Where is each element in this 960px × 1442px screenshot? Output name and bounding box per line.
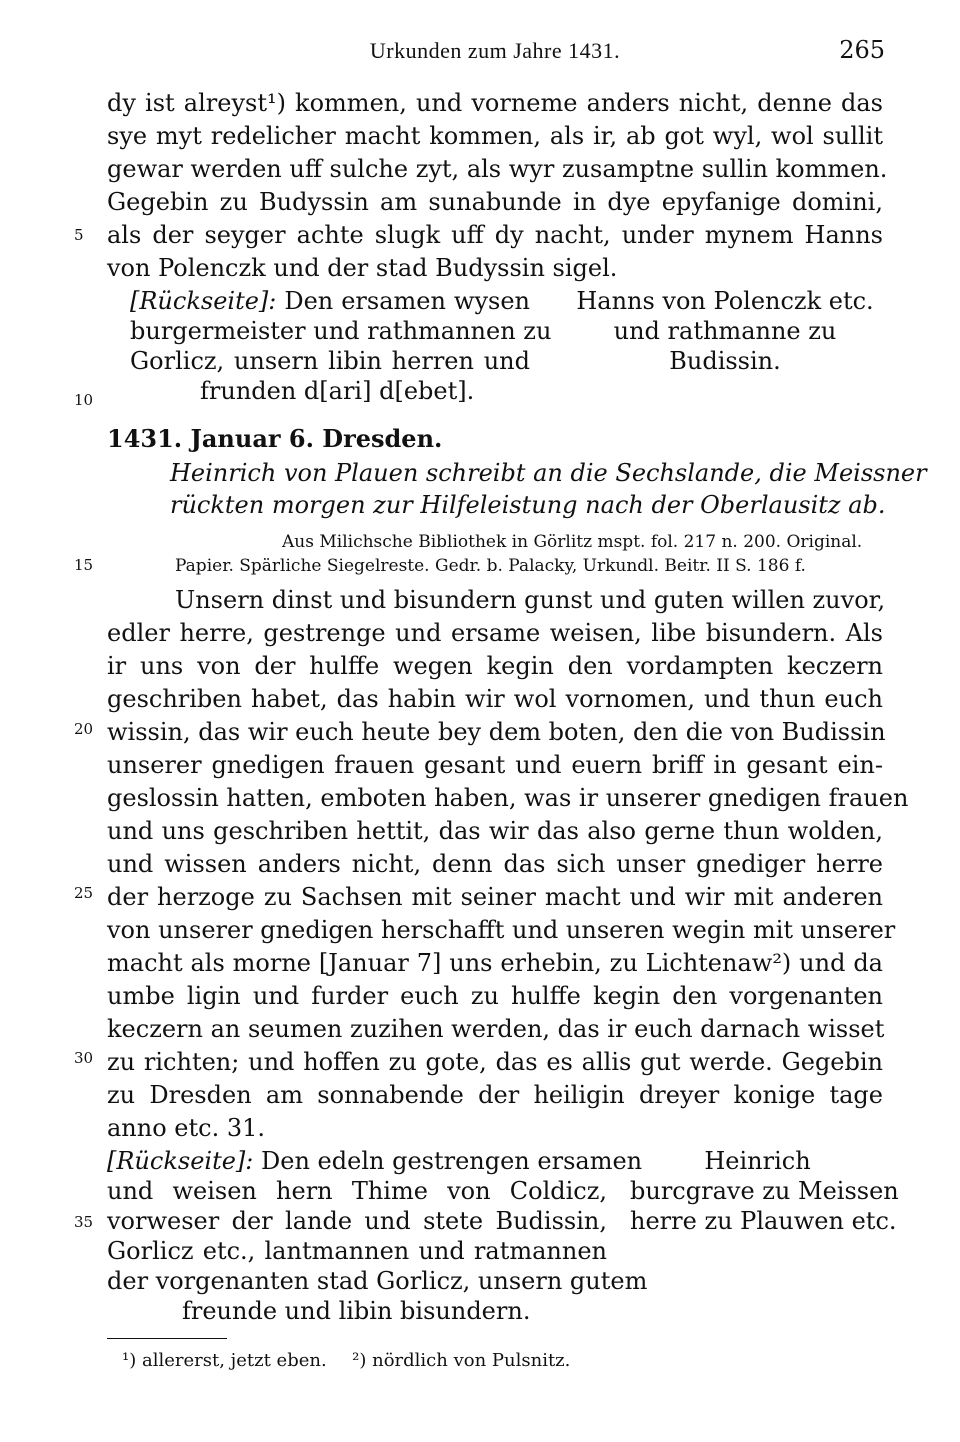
text-line: Unsern dinst und bisundern gunst und guten willen zuvor, xyxy=(175,586,886,614)
text-line: macht als morne [Januar 7] uns erhebin, zu Lichtenaw²) und da xyxy=(107,949,883,977)
dorse-line: Gorlicz etc., lantmannen und ratmannen xyxy=(107,1237,607,1265)
text-line: und wissen anders nicht, denn das sich unser gnediger herre xyxy=(107,850,883,878)
dorse-line: der vorgenanten stad Gorlicz, unsern gutem xyxy=(107,1267,648,1295)
dorse-line: Den edeln gestrengen ersamen xyxy=(261,1147,643,1175)
text-line: gewar werden uff sulche zyt, als wyr zusamptne sullin kommen. xyxy=(107,155,888,183)
text-line: sye myt redelicher macht kommen, als ir, ab got wyl, wol sullit xyxy=(107,122,883,150)
line-number: 25 xyxy=(74,884,94,902)
page-header xyxy=(105,30,885,70)
signature-line: burcgrave zu Meissen xyxy=(630,1177,899,1205)
dorse-line: frunden d[ari] d[ebet]. xyxy=(200,377,475,405)
line-number: 30 xyxy=(74,1049,94,1067)
text-line: geschriben habet, das habin wir wol vornomen, und thun euch xyxy=(107,685,883,713)
signature-line: herre zu Plauwen etc. xyxy=(630,1207,897,1235)
footnote-2: ²) nördlich von Pulsnitz. xyxy=(352,1350,571,1371)
footnote-1: ¹) allererst, jetzt eben. xyxy=(122,1350,327,1371)
regest-line: Heinrich von Plauen schreibt an die Sechslande, die Meissner xyxy=(170,459,927,487)
footnotes xyxy=(122,1350,570,1371)
text-line: zu richten; und hoffen zu gote, das es allis gut werde. Gegebin xyxy=(107,1048,883,1076)
dorse-block xyxy=(130,286,552,406)
dorse-line: und weisen hern Thime von Coldicz, xyxy=(107,1177,607,1205)
line-number: 15 xyxy=(74,556,94,574)
dorse-line: Den ersamen wysen xyxy=(284,287,530,315)
text-line: dy ist alreyst¹) kommen, und vorneme anders nicht, denne das xyxy=(107,89,883,117)
running-title: Urkunden zum Jahre 1431. xyxy=(369,38,621,63)
dorse-line: vorweser der lande und stete Budissin, xyxy=(107,1207,607,1235)
signature-line: und rathmanne zu xyxy=(613,317,837,345)
text-line: keczern an seumen zuzihen werden, das ir euch darnach wisset xyxy=(107,1015,885,1043)
text-line: ir uns von der hulffe wegen kegin den vordampten keczern xyxy=(107,652,883,680)
source-note: Papier. Spärliche Siegelreste. Gedr. b. Palacky, Urkundl. Beitr. II S. 186 f. xyxy=(175,556,806,576)
text-line: umbe ligin und furder euch zu hulffe kegin den vorgenanten xyxy=(107,982,883,1010)
document-heading: 1431. Januar 6. Dresden. xyxy=(107,424,443,453)
text-line: von Polenczk und der stad Budyssin sigel. xyxy=(107,254,618,282)
line-number: 35 xyxy=(74,1213,94,1231)
dorse-label: [Rückseite]: xyxy=(107,1147,254,1175)
signature-line: Heinrich xyxy=(704,1147,811,1175)
page-number: 265 xyxy=(839,36,885,64)
dorse-line: Gorlicz, unsern libin herren und xyxy=(130,347,530,375)
text-line: unserer gnedigen frauen gesant und euern briff in gesant ein- xyxy=(107,751,883,779)
signature-line: Hanns von Polenczk etc. xyxy=(576,287,874,315)
text-line: von unserer gnedigen herschafft und unseren wegin mit unserer xyxy=(107,916,896,944)
text-line: als der seyger achte slugk uff dy nacht, under mynem Hanns xyxy=(107,221,883,249)
signature-block xyxy=(575,286,875,376)
text-line: der herzoge zu Sachsen mit seiner macht und wir mit anderen xyxy=(107,883,883,911)
line-number: 5 xyxy=(74,226,84,244)
text-line: Gegebin zu Budyssin am sunabunde in dye epyfanige domini, xyxy=(107,188,883,216)
text-line: edler herre, gestrenge und ersame weisen, libe bisundern. Als xyxy=(107,619,883,647)
footnote-rule xyxy=(107,1338,227,1339)
dorse-block xyxy=(107,1146,648,1326)
line-number: 10 xyxy=(74,391,94,409)
text-line: geslossin hatten, emboten haben, was ir unserer gnedigen frauen xyxy=(107,784,909,812)
dorse-label: [Rückseite]: xyxy=(130,287,277,315)
text-line: zu Dresden am sonnabende der heiligin dreyer konige tage xyxy=(107,1081,883,1109)
signature-block xyxy=(630,1146,899,1236)
line-number: 20 xyxy=(74,720,94,738)
regest-line: rückten morgen zur Hilfeleistung nach der Oberlausitz ab. xyxy=(170,491,886,519)
text-line: anno etc. 31. xyxy=(107,1114,266,1142)
signature-line: Budissin. xyxy=(669,347,781,375)
dorse-line: burgermeister und rathmannen zu xyxy=(130,317,552,345)
text-line: wissin, das wir euch heute bey dem boten, den die von Budissin xyxy=(107,718,886,746)
dorse-line: freunde und libin bisundern. xyxy=(182,1297,531,1325)
source-note: Aus Milichsche Bibliothek in Görlitz mspt. fol. 217 n. 200. Original. xyxy=(282,532,863,552)
text-line: und uns geschriben hettit, das wir das also gerne thun wolden, xyxy=(107,817,883,845)
